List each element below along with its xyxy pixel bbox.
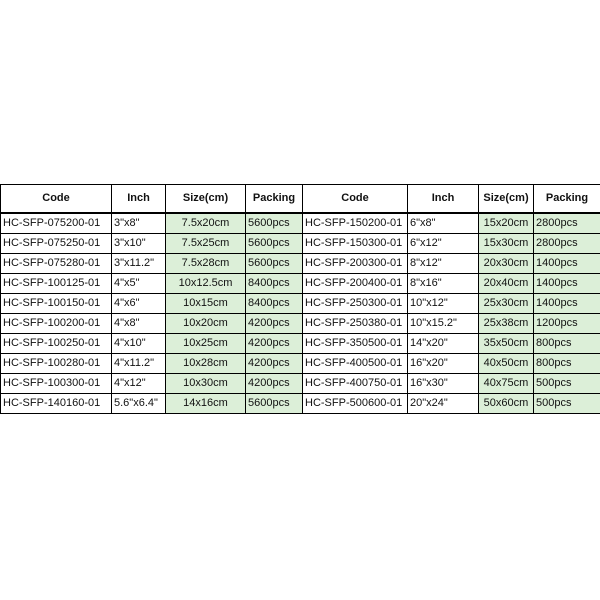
cell-code: HC-SFP-075280-01 xyxy=(1,254,112,274)
table-row xyxy=(1,314,600,334)
header-inch: Inch xyxy=(408,185,479,214)
cell-inch: 4"x8" xyxy=(112,314,166,334)
cell-size: 15x20cm xyxy=(479,213,534,234)
cell-packing: 4200pcs xyxy=(246,334,303,354)
cell-size: 25x38cm xyxy=(479,314,534,334)
cell-packing: 1400pcs xyxy=(534,254,600,274)
cell-inch: 5.6"x6.4" xyxy=(112,394,166,414)
cell-code: HC-SFP-075200-01 xyxy=(1,213,112,234)
product-spec-sheet xyxy=(0,184,600,414)
cell-packing: 2800pcs xyxy=(534,234,600,254)
cell-inch: 3"x10" xyxy=(112,234,166,254)
cell-packing: 2800pcs xyxy=(534,213,600,234)
table-row xyxy=(1,213,600,234)
cell-size: 50x60cm xyxy=(479,394,534,414)
cell-inch: 8"x16" xyxy=(408,274,479,294)
cell-size: 10x28cm xyxy=(166,354,246,374)
cell-inch: 4"x12" xyxy=(112,374,166,394)
table-body xyxy=(1,213,600,414)
cell-size: 10x15cm xyxy=(166,294,246,314)
cell-code: HC-SFP-100300-01 xyxy=(1,374,112,394)
header-size: Size(cm) xyxy=(166,185,246,214)
cell-packing: 1200pcs xyxy=(534,314,600,334)
cell-code: HC-SFP-250300-01 xyxy=(303,294,408,314)
table-row xyxy=(1,254,600,274)
cell-packing: 5600pcs xyxy=(246,234,303,254)
cell-inch: 6"x8" xyxy=(408,213,479,234)
cell-code: HC-SFP-100280-01 xyxy=(1,354,112,374)
cell-packing: 5600pcs xyxy=(246,213,303,234)
cell-packing: 1400pcs xyxy=(534,294,600,314)
cell-code: HC-SFP-140160-01 xyxy=(1,394,112,414)
table-row xyxy=(1,334,600,354)
cell-code: HC-SFP-250380-01 xyxy=(303,314,408,334)
cell-size: 40x50cm xyxy=(479,354,534,374)
table-row xyxy=(1,354,600,374)
product-size-table xyxy=(0,184,600,414)
cell-code: HC-SFP-100200-01 xyxy=(1,314,112,334)
table-row xyxy=(1,234,600,254)
cell-code: HC-SFP-200300-01 xyxy=(303,254,408,274)
cell-size: 35x50cm xyxy=(479,334,534,354)
cell-code: HC-SFP-400750-01 xyxy=(303,374,408,394)
cell-size: 10x12.5cm xyxy=(166,274,246,294)
cell-size: 10x20cm xyxy=(166,314,246,334)
cell-size: 20x30cm xyxy=(479,254,534,274)
table-row xyxy=(1,394,600,414)
header-code: Code xyxy=(303,185,408,214)
cell-code: HC-SFP-200400-01 xyxy=(303,274,408,294)
cell-packing: 5600pcs xyxy=(246,394,303,414)
cell-inch: 4"x5" xyxy=(112,274,166,294)
cell-inch: 4"x11.2" xyxy=(112,354,166,374)
cell-code: HC-SFP-400500-01 xyxy=(303,354,408,374)
cell-inch: 14"x20" xyxy=(408,334,479,354)
cell-inch: 20"x24" xyxy=(408,394,479,414)
table-row xyxy=(1,374,600,394)
cell-size: 7.5x20cm xyxy=(166,213,246,234)
cell-inch: 8"x12" xyxy=(408,254,479,274)
cell-packing: 8400pcs xyxy=(246,274,303,294)
header-inch: Inch xyxy=(112,185,166,214)
cell-code: HC-SFP-150300-01 xyxy=(303,234,408,254)
cell-size: 14x16cm xyxy=(166,394,246,414)
cell-size: 10x30cm xyxy=(166,374,246,394)
cell-code: HC-SFP-100150-01 xyxy=(1,294,112,314)
header-code: Code xyxy=(1,185,112,214)
cell-code: HC-SFP-500600-01 xyxy=(303,394,408,414)
cell-packing: 800pcs xyxy=(534,334,600,354)
cell-packing: 4200pcs xyxy=(246,374,303,394)
cell-size: 25x30cm xyxy=(479,294,534,314)
cell-code: HC-SFP-100125-01 xyxy=(1,274,112,294)
cell-code: HC-SFP-350500-01 xyxy=(303,334,408,354)
cell-inch: 3"x11.2" xyxy=(112,254,166,274)
cell-code: HC-SFP-075250-01 xyxy=(1,234,112,254)
cell-packing: 4200pcs xyxy=(246,354,303,374)
cell-inch: 16"x30" xyxy=(408,374,479,394)
cell-packing: 4200pcs xyxy=(246,314,303,334)
header-packing: Packing xyxy=(534,185,600,214)
table-row xyxy=(1,294,600,314)
cell-code: HC-SFP-100250-01 xyxy=(1,334,112,354)
cell-size: 20x40cm xyxy=(479,274,534,294)
cell-code: HC-SFP-150200-01 xyxy=(303,213,408,234)
header-size: Size(cm) xyxy=(479,185,534,214)
cell-inch: 6"x12" xyxy=(408,234,479,254)
cell-packing: 500pcs xyxy=(534,374,600,394)
cell-packing: 800pcs xyxy=(534,354,600,374)
header-packing: Packing xyxy=(246,185,303,214)
cell-inch: 4"x10" xyxy=(112,334,166,354)
cell-size: 7.5x28cm xyxy=(166,254,246,274)
cell-inch: 4"x6" xyxy=(112,294,166,314)
header-row xyxy=(1,185,600,214)
cell-size: 15x30cm xyxy=(479,234,534,254)
cell-packing: 8400pcs xyxy=(246,294,303,314)
cell-size: 40x75cm xyxy=(479,374,534,394)
cell-inch: 10"x15.2" xyxy=(408,314,479,334)
cell-packing: 5600pcs xyxy=(246,254,303,274)
cell-size: 7.5x25cm xyxy=(166,234,246,254)
cell-packing: 500pcs xyxy=(534,394,600,414)
cell-inch: 3"x8" xyxy=(112,213,166,234)
cell-inch: 10"x12" xyxy=(408,294,479,314)
table-row xyxy=(1,274,600,294)
cell-packing: 1400pcs xyxy=(534,274,600,294)
cell-inch: 16"x20" xyxy=(408,354,479,374)
cell-size: 10x25cm xyxy=(166,334,246,354)
